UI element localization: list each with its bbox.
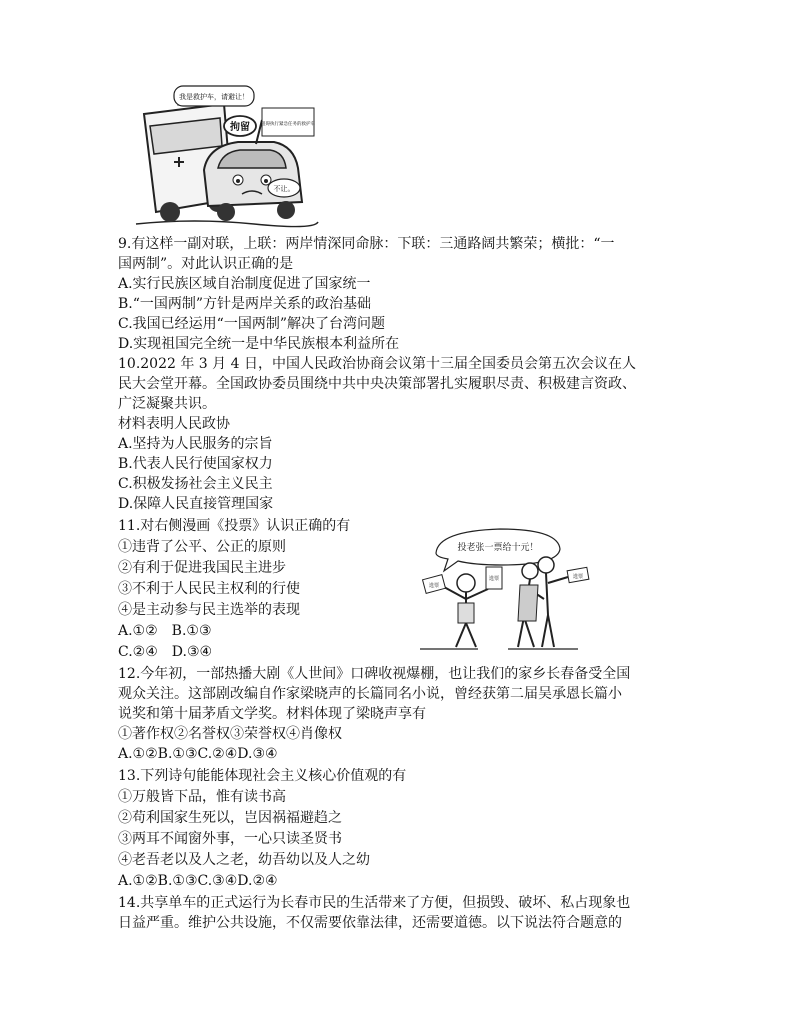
q14-stem-line1: 14.共享单车的正式运行为长春市民的生活带来了方便，但损毁、破坏、私占现象也 <box>118 895 631 911</box>
q13-item-4: ④老吾老以及人之老，幼吾幼以及人之幼 <box>118 852 370 868</box>
q13-item-2: ②苟利国家生死以，岂因祸福避趋之 <box>118 810 342 826</box>
q10-stem-line3: 广泛凝聚共识。 <box>118 396 216 412</box>
q10-stem-line1: 10.2022 年 3 月 4 日，中国人民政治协商会议第十三届全国委员会第五次会议在人 <box>118 356 636 372</box>
ambulance-speech-text: 我是救护车，请避让！ <box>179 93 249 101</box>
q10-option-a: A.坚持为人民服务的宗旨 <box>118 436 273 452</box>
voting-caption-text: 投老张一票给十元！ <box>457 543 539 553</box>
voting-cartoon-illustration <box>418 525 614 653</box>
q11-item-2: ②有利于促进我国民主进步 <box>118 560 286 576</box>
q9-option-a: A.实行民族区域自治制度促进了国家统一 <box>118 276 371 292</box>
q14-stem-line2: 日益严重。维护公共设施，不仅需要依靠法律，还需要道德。以下说法符合题意的 <box>118 915 622 931</box>
q13-item-3: ③两耳不闻窗外事，一心只读圣贤书 <box>118 831 342 847</box>
sign-note-text: 阻碍执行紧急任务的救护车 <box>261 122 315 127</box>
ballot-left-text: 选票 <box>428 583 440 589</box>
car-speech-text: 不让。 <box>273 185 295 193</box>
q9-option-d: D.实现祖国完全统一是中华民族根本利益所在 <box>118 336 400 352</box>
q12-options: A.①②B.①③C.②④D.③④ <box>118 746 278 762</box>
q12-items: ①著作权②名誉权③荣誉权④肖像权 <box>118 726 342 742</box>
ballot-middle-text: 选票 <box>488 576 500 582</box>
q10-stem-line2: 民大会堂开幕。全国政协委员围绕中共中央决策部署扎实履职尽责、积极建言资政、 <box>118 376 636 392</box>
q9-stem-line1: 9.有这样一副对联，上联：两岸情深同命脉：下联：三通路阔共繁荣；横批：“一 <box>118 236 615 252</box>
q11-options-cd: C.②④ D.③④ <box>118 644 213 660</box>
q10-option-b: B.代表人民行使国家权力 <box>118 456 273 472</box>
q11-item-1: ①违背了公平、公正的原则 <box>118 539 286 555</box>
q11-item-4: ④是主动参与民主选举的表现 <box>118 602 300 618</box>
ballot-right-text: 选票 <box>572 574 584 580</box>
q11-stem: 11.对右侧漫画《投票》认识正确的有 <box>118 518 351 534</box>
q13-options: A.①②B.①③C.③④D.②④ <box>118 873 278 889</box>
detention-sign-text: 拘留 <box>230 122 250 133</box>
q13-stem: 13.下列诗句能能体现社会主义核心价值观的有 <box>118 768 407 784</box>
q10-prompt: 材料表明人民政协 <box>118 416 230 432</box>
q9-option-b: B.“一国两制”方针是两岸关系的政治基础 <box>118 296 372 312</box>
q11-options-ab: A.①② B.①③ <box>118 623 212 639</box>
ambulance-cartoon-illustration <box>134 84 320 232</box>
q9-option-c: C.我国已经运用“一国两制”解决了台湾问题 <box>118 316 385 332</box>
q10-option-c: C.积极发扬社会主义民主 <box>118 476 273 492</box>
q11-item-3: ③不利于人民民主权利的行使 <box>118 581 300 597</box>
q12-stem-line3: 说奖和第十届茅盾文学奖。材料体现了梁晓声享有 <box>118 706 426 722</box>
q13-item-1: ①万般皆下品，惟有读书高 <box>118 789 286 805</box>
q9-stem-line2: 国两制”。对此认识正确的是 <box>118 256 294 272</box>
q10-option-d: D.保障人民直接管理国家 <box>118 496 274 512</box>
q12-stem-line2: 观众关注。这部剧改编自作家梁晓声的长篇同名小说，曾经获第二届吴承恩长篇小 <box>118 686 622 702</box>
q12-stem-line1: 12.今年初，一部热播大剧《人世间》口碑收视爆棚，也让我们的家乡长春备受全国 <box>118 666 631 682</box>
